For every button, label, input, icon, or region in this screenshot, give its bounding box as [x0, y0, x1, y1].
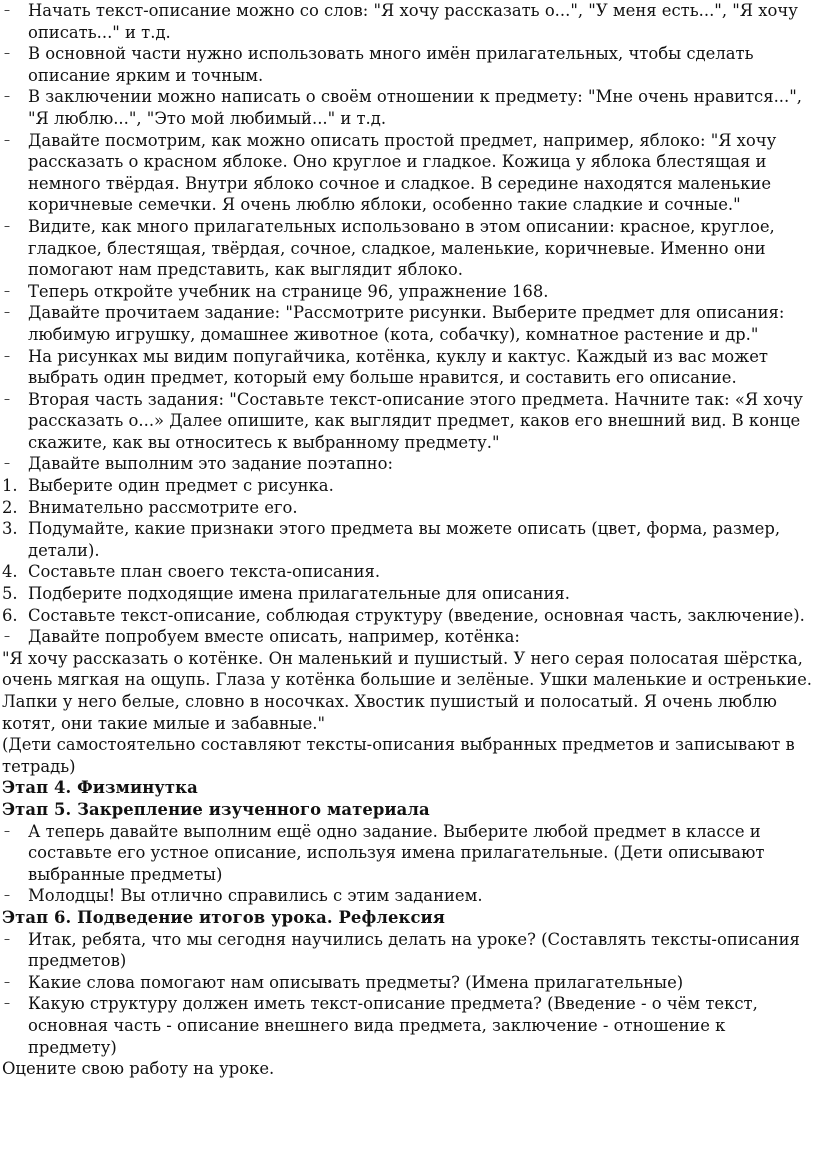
list-marker: – [4, 456, 10, 471]
numbered-item-text: Внимательно рассмотрите его. [28, 497, 298, 517]
numbered-item-text: Выберите один предмет с рисунка. [28, 476, 334, 496]
numbered-item-text: Подберите подходящие имена прилагательные для описания. [28, 584, 570, 604]
list-item [2, 626, 814, 648]
list-item [2, 0, 814, 43]
list-number: 5. [2, 584, 18, 604]
section-heading: Этап 4. Физминутка [2, 778, 198, 798]
list-item [2, 821, 814, 886]
list-item [2, 929, 814, 972]
list-marker: – [4, 3, 10, 17]
list-marker: – [4, 305, 10, 320]
numbered-item [2, 475, 814, 497]
list-item [2, 885, 814, 907]
list-item-text: Итак, ребята, что мы сегодня научились делать на уроке? (Составлять тексты-описания предметов) [28, 929, 800, 971]
list-item [2, 86, 814, 129]
list-item-text: Какие слова помогают нам описывать предметы? (Имена прилагательные) [28, 972, 684, 992]
list-number: 3. [2, 519, 18, 539]
list-item-text: Давайте попробуем вместе описать, например, котёнка: [28, 627, 520, 647]
list-item-text: В заключении можно написать о своём отношении к предмету: "Мне очень нравится...", "Я люблю...", "Это мой любимый..." и т.д. [28, 87, 802, 128]
list-number: 6. [2, 605, 18, 625]
list-marker: – [4, 132, 10, 147]
section-heading: Этап 5. Закрепление изученного материала [2, 799, 430, 819]
list-item [2, 43, 814, 86]
numbered-item-text: Составьте текст-описание, соблюдая структуру (введение, основная часть, заключение). [28, 605, 805, 625]
list-marker: – [4, 391, 10, 406]
list-number: 4. [2, 562, 18, 582]
list-item [2, 281, 814, 303]
list-item-text: На рисунках мы видим попугайчика, котёнка, куклу и кактус. Каждый из вас может выбрать один предмет, который ему больше нравится, и составить его описание. [28, 346, 768, 388]
section-heading: Этап 6. Подведение итогов урока. Рефлексия [2, 907, 446, 927]
list-marker: – [4, 89, 10, 104]
numbered-item [2, 605, 814, 627]
numbered-item [2, 561, 814, 583]
numbered-item [2, 497, 814, 519]
list-item [2, 302, 814, 345]
numbered-item [2, 518, 814, 561]
list-marker: – [4, 629, 10, 644]
list-marker: – [4, 888, 10, 903]
list-marker: – [4, 218, 10, 233]
list-number: 2. [2, 497, 18, 517]
list-marker: – [4, 823, 10, 838]
list-marker: – [4, 974, 10, 989]
numbered-item-text: Подумайте, какие признаки этого предмета вы можете описать (цвет, форма, размер, детали). [28, 519, 781, 560]
list-marker: – [4, 348, 10, 363]
list-item-text: Начать текст-описание можно со слов: "Я хочу рассказать о...", "У меня есть...", "Я хочу описать..." и т.д. [28, 1, 798, 42]
note-paragraph: (Дети самостоятельно составляют тексты-описания выбранных предметов и записывают в тетрадь) [2, 735, 795, 776]
closing-line: Оцените свою работу на уроке. [2, 1059, 275, 1079]
numbered-item-text: Составьте план своего текста-описания. [28, 562, 381, 582]
list-item-text: Давайте посмотрим, как можно описать простой предмет, например, яблоко: "Я хочу рассказать о красном яблоке. Оно круглое и гладкое. Кожица у яблока блестящая и немного твёрдая. Внутри яблоко сочное и сладкое. В середине находятся маленькие коричневые семечки. Я очень люблю яблоки, особенно такие сладкие и сочные." [28, 130, 777, 215]
numbered-item [2, 583, 814, 605]
list-item-text: Давайте прочитаем задание: "Рассмотрите рисунки. Выберите предмет для описания: любимую игрушку, домашнее животное (кота, собачку), комнатное растение и др." [28, 303, 785, 344]
example-paragraph: "Я хочу рассказать о котёнке. Он маленький и пушистый. У него серая полосатая шёрстка, очень мягкая на ощупь. Глаза у котёнка большие и зелёные. Ушки маленькие и остренькие. Лапки у него белые, словно в носочках. Хвостик пушистый и полосатый. Я очень люблю котят, они такие милые и забавные." [2, 648, 812, 733]
list-item [2, 346, 814, 389]
list-item-text: Вторая часть задания: "Составьте текст-описание этого предмета. Начните так: «Я хочу рассказать о...» Далее опишите, как выглядит предмет, каков его внешний вид. В конце скажите, как вы относитесь к выбранному предмету." [28, 389, 803, 452]
list-item-text: Теперь откройте учебник на странице 96, упражнение 168. [28, 281, 549, 301]
list-item-text: Давайте выполним это задание поэтапно: [28, 454, 393, 474]
list-item-text: Какую структуру должен иметь текст-описание предмета? (Введение - о чём текст, основная часть - описание внешнего вида предмета, заключение - отношение к предмету) [28, 994, 758, 1057]
list-item-text: Видите, как много прилагательных использовано в этом описании: красное, круглое, гладкое, блестящая, твёрдая, сочное, сладкое, маленькие, коричневые. Именно они помогают нам представить, как выглядит яблоко. [28, 216, 775, 280]
list-marker: – [4, 931, 10, 946]
list-item [2, 130, 814, 216]
list-item [2, 389, 814, 454]
list-marker: – [4, 46, 10, 61]
list-item-text: Молодцы! Вы отлично справились с этим заданием. [28, 886, 483, 906]
list-marker: – [4, 283, 10, 298]
list-item [2, 453, 814, 475]
list-item-text: В основной части нужно использовать много имён прилагательных, чтобы сделать описание ярким и точным. [28, 44, 754, 85]
list-marker: – [4, 996, 10, 1011]
list-item [2, 993, 814, 1058]
list-number: 1. [2, 476, 18, 496]
list-item-text: А теперь давайте выполним ещё одно задание. Выберите любой предмет в классе и составьте его устное описание, используя имена прилагательные. (Дети описывают выбранные предметы) [28, 821, 765, 884]
list-item [2, 216, 814, 281]
list-item [2, 972, 814, 994]
